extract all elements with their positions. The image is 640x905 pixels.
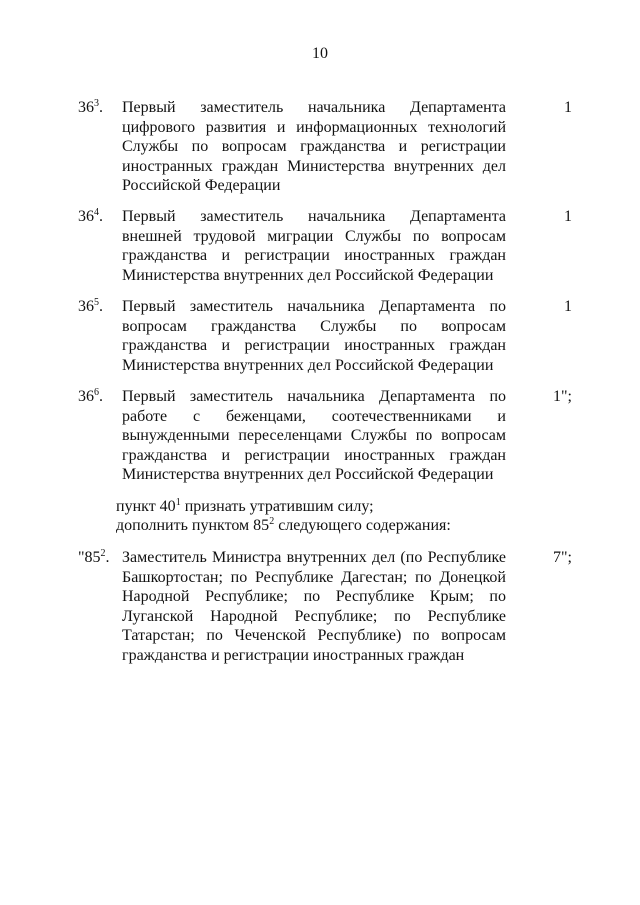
- entry-text: Первый заместитель начальника Департамента по работе с беженцами, соотечественниками и вынужденными переселенцами Службы по вопросам гражданства и регистрации иностранных граждан Министерства внутренних дел Российской Федерации: [122, 388, 506, 483]
- instruction-add: дополнить пунктом $85^2$ следующего содержания:: [116, 516, 451, 534]
- entry-text: Первый заместитель начальника Департамента по вопросам гражданства Службы по вопросам гражданства и регистрации иностранных граждан Министерства внутренних дел Российской Федерации: [122, 298, 506, 374]
- entry-text: Первый заместитель начальника Департамента внешней трудовой миграции Службы по вопросам гражданства и регистрации иностранных граждан Министерства внутренних дел Российской Федерации: [122, 208, 506, 284]
- entry-quantity: 1: [564, 298, 572, 315]
- list-entry-36-5: [78, 297, 584, 375]
- entry-number: $36^4$.: [78, 207, 103, 225]
- entry-number: $36^3$.: [78, 98, 103, 116]
- instruction-repeal: пункт $40^1$ признать утратившим силу;: [116, 497, 374, 515]
- entry-quantity: 1: [564, 99, 572, 116]
- entry-quantity: 1";: [553, 388, 572, 405]
- entry-number: $36^6$.: [78, 387, 103, 405]
- entry-number: $36^5$.: [78, 297, 103, 315]
- list-entry-36-3: [78, 98, 584, 196]
- page-number: 10: [312, 45, 328, 62]
- entry-text: Заместитель Министра внутренних дел (по Республике Башкортостан; по Республике Дагестан; по Донецкой Народной Республике; по Республике Крым; по Луганской Народной Республике; по Республике Татарстан; по Чеченской Республике) по вопросам гражданства и регистрации иностранных граждан: [122, 549, 506, 664]
- list-entry-36-4: [78, 207, 584, 285]
- entry-number: "$85^2$.: [78, 548, 110, 566]
- list-entry-36-6: [78, 387, 584, 485]
- entry-quantity: 7";: [553, 549, 572, 566]
- entry-quantity: 1: [564, 208, 572, 225]
- entry-text: Первый заместитель начальника Департамента цифрового развития и информационных технологий Службы по вопросам гражданства и регистрации иностранных граждан Министерства внутренних дел Российской Федерации: [122, 99, 506, 194]
- list-entry-85-2: [78, 548, 584, 665]
